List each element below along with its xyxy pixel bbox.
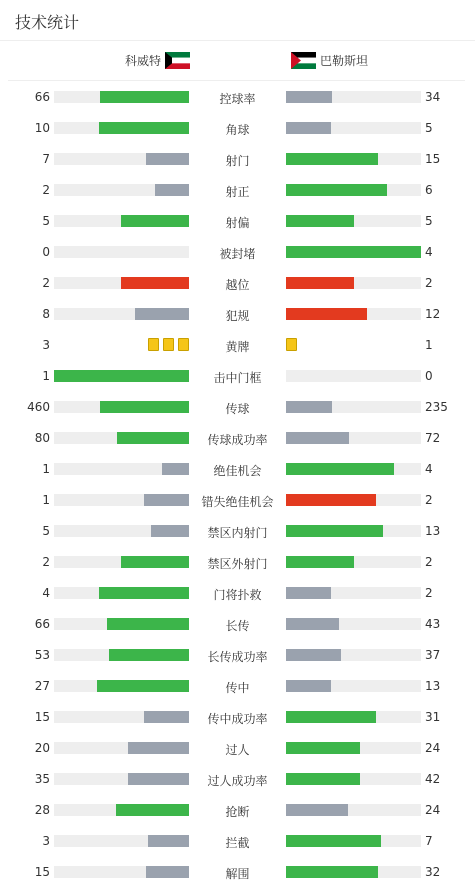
away-value: 42 [425, 772, 441, 786]
home-bar-fill [97, 680, 189, 692]
away-bar-track [286, 866, 421, 878]
stat-label: 传球成功率 [207, 433, 268, 447]
home-bar-track [54, 308, 189, 320]
home-bar-track [54, 773, 189, 785]
home-bar-fill [116, 804, 189, 816]
home-value: 66 [34, 90, 50, 104]
stat-label: 射偏 [225, 216, 250, 230]
away-value: 4 [425, 462, 433, 476]
home-bar-track [54, 246, 189, 258]
home-bar-fill [121, 556, 189, 568]
away-value: 4 [425, 245, 433, 259]
away-bar-fill [286, 742, 360, 754]
stat-row [0, 577, 475, 608]
stat-row [0, 360, 475, 391]
home-value: 1 [42, 462, 50, 476]
home-bar-track [54, 680, 189, 692]
stat-label: 角球 [225, 123, 250, 137]
home-bar-track [54, 587, 189, 599]
stat-row [0, 205, 475, 236]
away-bar-track [286, 525, 421, 537]
home-bar-fill [54, 370, 189, 382]
stat-label: 击中门框 [213, 371, 262, 385]
away-bar-track [286, 587, 421, 599]
away-team-name: 巴勒斯坦 [320, 54, 369, 68]
away-value: 13 [425, 679, 441, 693]
yellow-card-icon [163, 338, 174, 351]
home-bar-fill [99, 587, 189, 599]
away-bar-fill [286, 246, 421, 258]
home-bar-fill [144, 711, 189, 723]
home-value: 0 [42, 245, 50, 259]
away-bar-track [286, 432, 421, 444]
away-value: 12 [425, 307, 441, 321]
stat-row [0, 763, 475, 794]
home-value: 2 [42, 555, 50, 569]
away-bar-fill [286, 525, 383, 537]
stat-row [0, 422, 475, 453]
home-bar-fill [100, 91, 189, 103]
away-bar-track [286, 246, 421, 258]
home-value: 2 [42, 183, 50, 197]
away-value: 7 [425, 834, 433, 848]
away-bar-track [286, 556, 421, 568]
stat-label: 长传成功率 [207, 650, 268, 664]
home-value: 27 [34, 679, 50, 693]
stat-label: 过人成功率 [207, 774, 268, 788]
away-team [291, 52, 368, 69]
away-bar-fill [286, 184, 387, 196]
home-value: 80 [34, 431, 50, 445]
home-bar-fill [109, 649, 189, 661]
away-bar-fill [286, 215, 354, 227]
away-bar-track [286, 773, 421, 785]
home-bar-track [54, 494, 189, 506]
away-bar-fill [286, 587, 331, 599]
home-value: 66 [34, 617, 50, 631]
home-yellow-cards [148, 338, 189, 351]
home-value: 460 [27, 400, 50, 414]
stat-row [0, 81, 475, 112]
away-value: 235 [425, 400, 448, 414]
away-bar-track [286, 277, 421, 289]
away-bar-fill [286, 618, 339, 630]
away-bar-track [286, 91, 421, 103]
away-value: 2 [425, 555, 433, 569]
home-value: 7 [42, 152, 50, 166]
stat-row [0, 546, 475, 577]
away-bar-track [286, 153, 421, 165]
away-bar-track [286, 370, 421, 382]
away-bar-track [286, 680, 421, 692]
stat-label: 错失绝佳机会 [201, 495, 274, 509]
away-value: 32 [425, 865, 441, 879]
home-value: 15 [34, 710, 50, 724]
stat-label: 黄牌 [225, 340, 250, 354]
away-value: 34 [425, 90, 441, 104]
stat-row [0, 143, 475, 174]
away-value: 15 [425, 152, 441, 166]
stat-label: 传球 [225, 402, 250, 416]
stat-label: 门将扑救 [213, 588, 262, 602]
away-value: 24 [425, 741, 441, 755]
away-value: 72 [425, 431, 441, 445]
away-bar-track [286, 835, 421, 847]
home-value: 1 [42, 493, 50, 507]
home-bar-fill [135, 308, 189, 320]
stat-label: 长传 [225, 619, 250, 633]
home-bar-track [54, 91, 189, 103]
away-bar-fill [286, 649, 341, 661]
yellow-card-icon [148, 338, 159, 351]
stat-label: 传中成功率 [207, 712, 268, 726]
away-bar-track [286, 711, 421, 723]
home-bar-track [54, 804, 189, 816]
home-value: 20 [34, 741, 50, 755]
away-bar-fill [286, 463, 394, 475]
stat-row [0, 515, 475, 546]
stat-row [0, 732, 475, 763]
home-value: 1 [42, 369, 50, 383]
away-bar-fill [286, 556, 354, 568]
stat-label: 解围 [225, 867, 250, 881]
stat-label: 过人 [225, 743, 250, 757]
stat-row [0, 329, 475, 360]
stat-row [0, 825, 475, 856]
home-value: 10 [34, 121, 50, 135]
palestine-flag-icon [291, 52, 316, 69]
away-value: 13 [425, 524, 441, 538]
stat-label: 越位 [225, 278, 250, 292]
home-value: 5 [42, 524, 50, 538]
stat-row [0, 794, 475, 825]
away-value: 0 [425, 369, 433, 383]
away-bar-fill [286, 153, 378, 165]
away-bar-track [286, 742, 421, 754]
home-value: 53 [34, 648, 50, 662]
home-bar-fill [99, 122, 189, 134]
home-value: 8 [42, 307, 50, 321]
home-value: 3 [42, 338, 50, 352]
away-bar-track [286, 804, 421, 816]
away-bar-track [286, 401, 421, 413]
away-bar-track [286, 122, 421, 134]
away-bar-fill [286, 804, 348, 816]
away-value: 2 [425, 276, 433, 290]
yellow-card-icon [178, 338, 189, 351]
away-value: 31 [425, 710, 441, 724]
home-value: 5 [42, 214, 50, 228]
kuwait-flag-icon [165, 52, 190, 69]
stat-row [0, 856, 475, 887]
stat-row [0, 112, 475, 143]
teams-header [8, 42, 465, 81]
away-bar-fill [286, 122, 331, 134]
home-bar-fill [117, 432, 189, 444]
away-bar-track [286, 184, 421, 196]
away-bar-track [286, 618, 421, 630]
stat-row [0, 267, 475, 298]
away-bar-fill [286, 494, 376, 506]
home-bar-track [54, 618, 189, 630]
home-bar-track [54, 866, 189, 878]
stat-row [0, 236, 475, 267]
stat-label: 控球率 [219, 92, 256, 106]
page-title: 技术统计 [15, 13, 80, 32]
home-bar-track [54, 122, 189, 134]
away-value: 2 [425, 586, 433, 600]
home-bar-fill [121, 277, 189, 289]
home-bar-track [54, 556, 189, 568]
home-bar-track [54, 711, 189, 723]
home-bar-track [54, 649, 189, 661]
stat-row [0, 608, 475, 639]
stat-label: 禁区内射门 [207, 526, 268, 540]
home-bar-fill [128, 773, 189, 785]
home-bar-fill [100, 401, 189, 413]
home-bar-fill [128, 742, 189, 754]
away-bar-track [286, 308, 421, 320]
away-bar-fill [286, 277, 354, 289]
away-bar-fill [286, 91, 332, 103]
home-team [125, 52, 190, 69]
stat-row [0, 701, 475, 732]
away-value: 2 [425, 493, 433, 507]
away-bar-fill [286, 835, 381, 847]
stat-label: 射正 [225, 185, 250, 199]
home-bar-fill [155, 184, 189, 196]
away-value: 5 [425, 214, 433, 228]
away-bar-fill [286, 711, 376, 723]
home-bar-track [54, 463, 189, 475]
home-bar-fill [144, 494, 189, 506]
stat-label: 被封堵 [219, 247, 256, 261]
away-value: 5 [425, 121, 433, 135]
stat-row [0, 670, 475, 701]
away-value: 43 [425, 617, 441, 631]
stat-row [0, 639, 475, 670]
home-bar-fill [121, 215, 189, 227]
home-bar-track [54, 370, 189, 382]
away-bar-fill [286, 308, 367, 320]
away-bar-track [286, 463, 421, 475]
title-bar [0, 0, 475, 41]
stat-label: 绝佳机会 [213, 464, 262, 478]
away-bar-fill [286, 866, 378, 878]
home-bar-fill [146, 153, 189, 165]
home-value: 15 [34, 865, 50, 879]
yellow-card-icon [286, 338, 297, 351]
away-bar-fill [286, 432, 349, 444]
stat-label: 拦截 [225, 836, 250, 850]
home-value: 4 [42, 586, 50, 600]
away-bar-track [286, 494, 421, 506]
stat-row [0, 298, 475, 329]
home-bar-fill [148, 835, 189, 847]
stat-label: 犯规 [225, 309, 250, 323]
home-bar-track [54, 835, 189, 847]
away-yellow-cards [286, 338, 297, 351]
stat-label: 传中 [225, 681, 250, 695]
away-bar-fill [286, 773, 360, 785]
away-value: 1 [425, 338, 433, 352]
home-bar-fill [146, 866, 189, 878]
home-bar-track [54, 525, 189, 537]
home-bar-track [54, 215, 189, 227]
home-team-name: 科威特 [124, 54, 161, 68]
away-bar-fill [286, 401, 332, 413]
home-value: 28 [34, 803, 50, 817]
stat-row [0, 453, 475, 484]
stat-row [0, 484, 475, 515]
home-bar-track [54, 432, 189, 444]
home-bar-track [54, 742, 189, 754]
home-bar-track [54, 153, 189, 165]
away-bar-fill [286, 680, 331, 692]
home-value: 2 [42, 276, 50, 290]
stat-label: 抢断 [225, 805, 250, 819]
home-value: 3 [42, 834, 50, 848]
away-value: 6 [425, 183, 433, 197]
away-value: 37 [425, 648, 441, 662]
stat-row [0, 391, 475, 422]
home-value: 35 [34, 772, 50, 786]
home-bar-fill [107, 618, 189, 630]
home-bar-track [54, 277, 189, 289]
stat-label: 射门 [225, 154, 250, 168]
stat-label: 禁区外射门 [207, 557, 268, 571]
home-bar-track [54, 401, 189, 413]
home-bar-fill [162, 463, 189, 475]
home-bar-fill [151, 525, 189, 537]
away-bar-track [286, 215, 421, 227]
away-bar-track [286, 649, 421, 661]
away-value: 24 [425, 803, 441, 817]
home-bar-track [54, 184, 189, 196]
stat-row [0, 174, 475, 205]
